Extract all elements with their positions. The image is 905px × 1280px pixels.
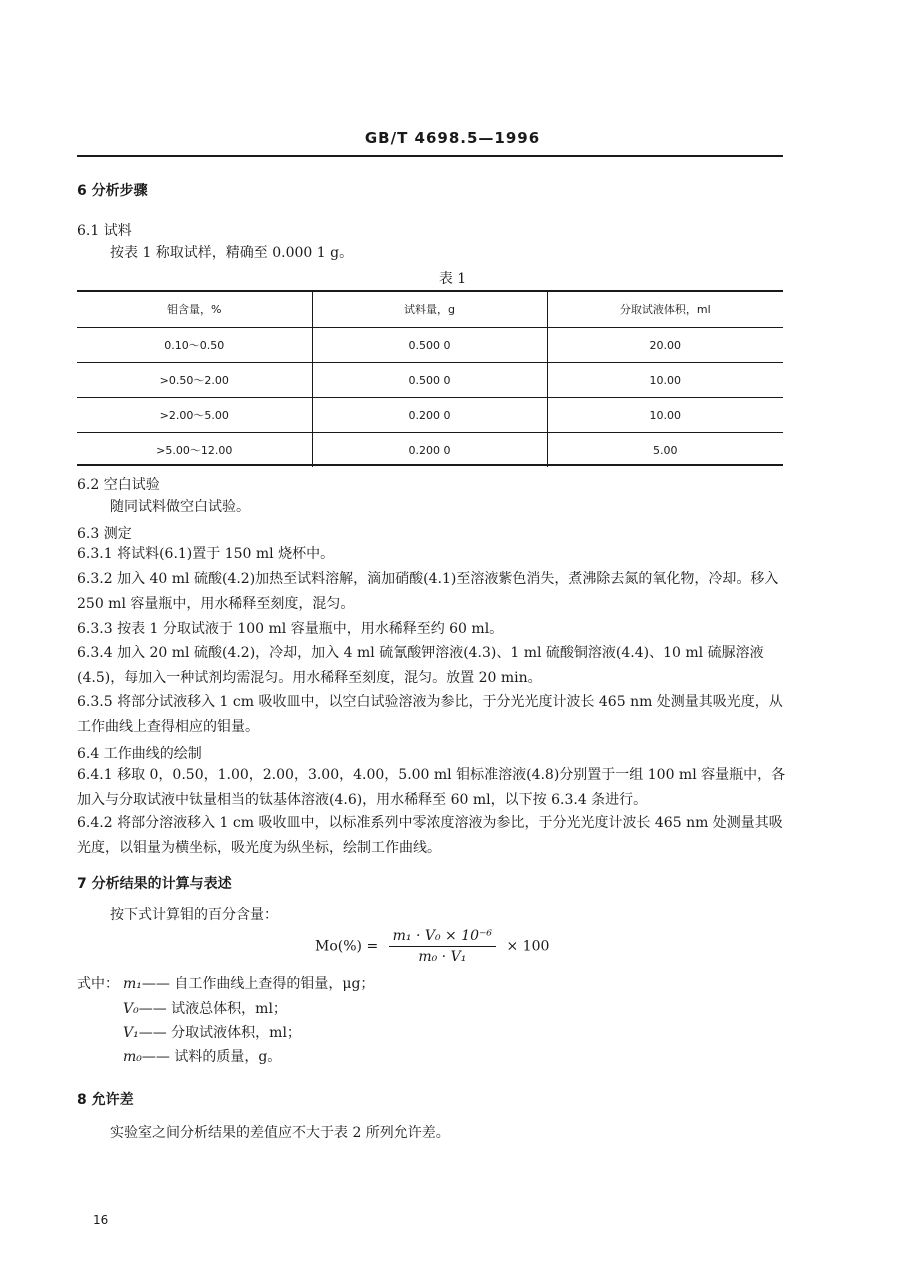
table-bottom-rule <box>77 464 783 466</box>
definition-text: —— 试料的质量，g。 <box>141 1049 282 1065</box>
section-6-3-title: 6.3 测定 <box>77 526 132 542</box>
section-6-4-2: 6.4.2 将部分溶液移入 1 cm 吸收皿中，以标准系列中零浓度溶液为参比，于分光光度计波长 465 nm 处测量其吸光度，以钼量为横坐标，吸光度为纵坐标，绘制工作曲线。 <box>77 815 783 856</box>
section-6-3-1: 6.3.1 将试料(6.1)置于 150 ml 烧杯中。 <box>77 546 335 562</box>
definition-symbol: m₀ <box>123 1049 142 1065</box>
table-cell: >5.00～12.00 <box>156 444 233 457</box>
molybdenum-formula <box>315 928 549 965</box>
table-cell: 0.10～0.50 <box>77 328 312 363</box>
section-6-2-title: 6.2 空白试验 <box>77 477 160 493</box>
table-cell: 0.200 0 <box>312 433 547 468</box>
table-row <box>77 328 783 363</box>
table-cell: 20.00 <box>547 328 783 363</box>
section-6-4-title: 6.4 工作曲线的绘制 <box>77 746 202 762</box>
standard-number-header: GB/T 4698.5—1996 <box>364 129 541 147</box>
definition-text: —— 自工作曲线上查得的钼量，μg； <box>141 976 375 992</box>
section-8-text: 实验室之间分析结果的差值应不大于表 2 所列允许差。 <box>110 1125 450 1141</box>
definition-symbol: V₁ <box>123 1025 139 1041</box>
formula-denominator: m₀ · V₁ <box>418 949 467 965</box>
section-6-3-3: 6.3.3 按表 1 分取试液于 100 ml 容量瓶中，用水稀释至约 60 ml。 <box>77 621 504 637</box>
section-6-3-5: 6.3.5 将部分试液移入 1 cm 吸收皿中，以空白试验溶液为参比，于分光光度计波长 465 nm 处测量其吸光度，从工作曲线上查得相应的钼量。 <box>77 694 783 735</box>
formula-lhs: Mo(%) = <box>315 938 379 955</box>
table-cell: 0.200 0 <box>312 398 547 433</box>
definition-text: —— 分取试液体积，ml； <box>138 1025 301 1041</box>
section-7-title: 7 分析结果的计算与表述 <box>77 876 232 892</box>
section-6-4-1: 6.4.1 移取 0，0.50，1.00，2.00，3.00，4.00，5.00 ml 钼标准溶液(4.8)分别置于一组 100 ml 容量瓶中，各加入与分取试液中钛量相当的钛基体溶液(4.6)，用水稀释至 60 ml，以下按 6.3.4 条进行。 <box>77 767 786 808</box>
section-8-title: 8 允许差 <box>77 1092 134 1108</box>
table-row <box>77 433 783 468</box>
definitions-lead: 式中： <box>77 976 119 992</box>
section-6-2-text: 随同试料做空白试验。 <box>110 499 250 515</box>
section-7-text: 按下式计算钼的百分含量： <box>110 907 278 923</box>
table-header-row <box>77 291 783 328</box>
formula-fraction <box>389 928 496 965</box>
definition-item <box>123 972 374 997</box>
definition-symbol: m₁ <box>123 976 142 992</box>
definition-item <box>123 997 287 1022</box>
section-6-3-4: 6.3.4 加入 20 ml 硫酸(4.2)，冷却，加入 4 ml 硫氰酸钾溶液(4.3)、1 ml 硫酸铜溶液(4.4)、10 ml 硫脲溶液(4.5)，每加入一种试剂均需混匀。用水稀释至刻度，混匀。放置 20 min。 <box>77 645 764 686</box>
table-row <box>77 363 783 398</box>
section-6-3-2: 6.3.2 加入 40 ml 硫酸(4.2)加热至试料溶解，滴加硝酸(4.1)至溶液紫色消失，煮沸除去氮的氧化物，冷却。移入 250 ml 容量瓶中，用水稀释至刻度，混匀。 <box>77 571 779 612</box>
definition-symbol: V₀ <box>123 1001 139 1017</box>
definition-text: —— 试液总体积，ml； <box>138 1001 287 1017</box>
table-header-cell: 分取试液体积，ml <box>547 291 783 328</box>
table-1 <box>77 291 783 467</box>
header-rule <box>77 155 783 157</box>
definition-item <box>123 1045 281 1070</box>
table-cell: >0.50～2.00 <box>77 363 312 398</box>
definition-item <box>123 1021 301 1046</box>
table-cell: 0.500 0 <box>312 363 547 398</box>
page-number: 16 <box>93 1213 109 1227</box>
table-cell: 10.00 <box>547 398 783 433</box>
table-header-cell: 钼含量，% <box>77 291 312 328</box>
table-cell: 5.00 <box>547 433 783 468</box>
formula-numerator: m₁ · V₀ × 10⁻⁶ <box>389 928 496 947</box>
table-cell: 0.500 0 <box>312 328 547 363</box>
section-6-title: 6 分析步骤 <box>77 183 148 199</box>
section-6-1-text: 按表 1 称取试样，精确至 0.000 1 g。 <box>110 245 354 261</box>
table-1-caption: 表 1 <box>438 271 467 287</box>
formula-multiplier: × 100 <box>506 938 550 955</box>
section-6-1-title: 6.1 试料 <box>77 223 132 239</box>
table-cell: 10.00 <box>547 363 783 398</box>
table-row <box>77 398 783 433</box>
table-header-cell: 试料量，g <box>312 291 547 328</box>
table-cell: >2.00～5.00 <box>77 398 312 433</box>
